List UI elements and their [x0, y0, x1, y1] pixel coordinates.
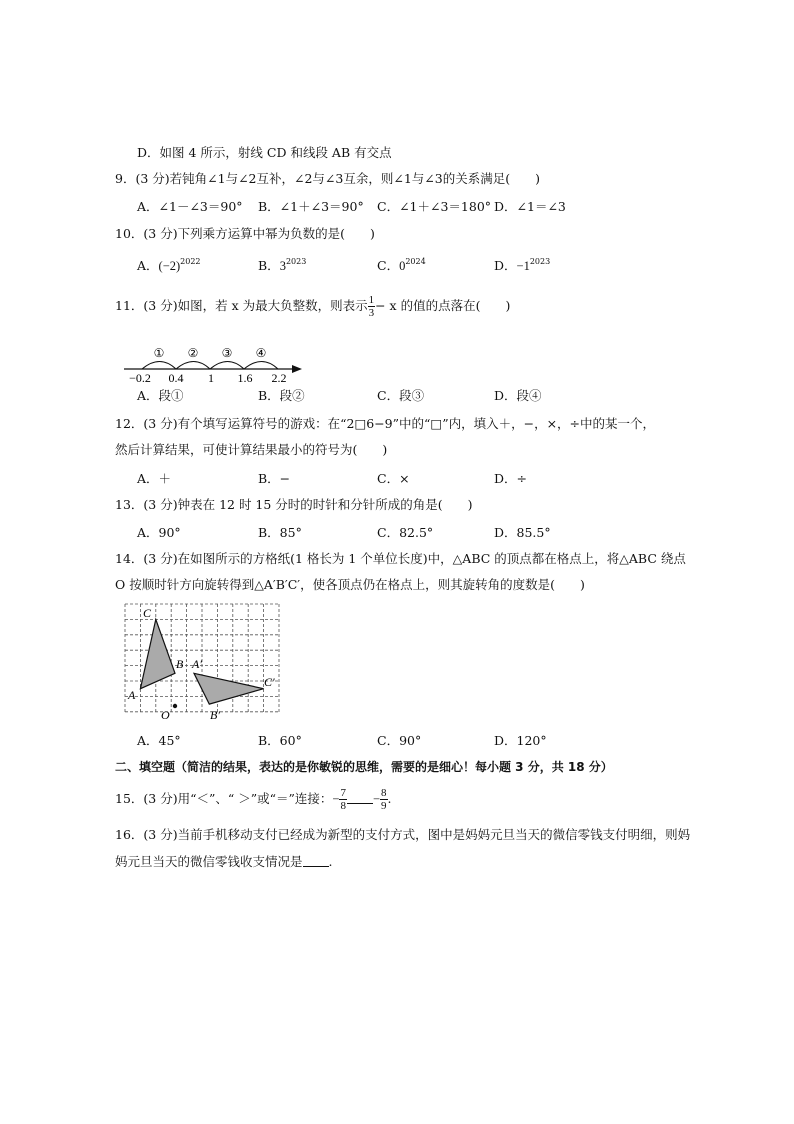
power-exponent: 2024 [405, 257, 426, 266]
q13-option-c: C．82.5° [377, 525, 434, 540]
power-base: 0 [399, 259, 406, 273]
fraction-numerator: 8 [381, 787, 387, 799]
point-label-o: O [161, 708, 170, 722]
segment-label-1: ① [153, 346, 165, 360]
power-base: (−2) [158, 259, 181, 273]
tick-label: 1.6 [237, 371, 253, 385]
rotation-grid-figure [122, 602, 282, 724]
answer-blank[interactable] [303, 866, 329, 867]
question-number: 10． [115, 226, 144, 241]
q11-option-a: A．段① [137, 388, 184, 403]
triangle-a1b1c1 [194, 673, 264, 704]
question-text-b: − x 的值的点落在( ) [375, 298, 511, 313]
question-number: 9． [115, 171, 136, 186]
answer-blank[interactable] [347, 803, 373, 804]
q10-option-c [377, 258, 426, 274]
question-text: 妈元旦当天的微信零钱收支情况是 [115, 854, 303, 869]
tick-label: 1 [208, 371, 214, 385]
question-score: (3 分) [143, 551, 178, 566]
question-number: 11． [115, 298, 144, 313]
q14-option-c: C．90° [377, 733, 422, 748]
q10-option-b [258, 258, 306, 274]
tick-label: 0.4 [168, 371, 184, 385]
question-score: (3 分) [143, 298, 178, 313]
q13-stem [115, 497, 473, 513]
triangle-abc [140, 619, 175, 688]
q14-option-d: D．120° [494, 733, 547, 748]
q11-stem [115, 292, 510, 320]
fraction-numerator: 7 [340, 787, 346, 799]
question-score: (3 分) [143, 416, 178, 431]
rotation-center-point [173, 704, 177, 708]
q12-stem-line2: 然后计算结果，可使计算结果最小的符号为( ) [115, 442, 388, 457]
q12-option-c: C．× [377, 471, 410, 486]
q12-option-d: D．÷ [494, 471, 527, 486]
vertex-label-a: A [128, 688, 136, 702]
number-line-figure [118, 340, 308, 386]
q16-stem-line2 [115, 854, 333, 870]
minus-sign: − [372, 792, 381, 806]
power-base: 3 [279, 259, 286, 273]
question-number: 12． [115, 416, 144, 431]
q10-option-d [494, 258, 550, 274]
question-text-a: 如图，若 x 为最大负整数，则表示 [177, 298, 368, 313]
question-score: (3 分) [143, 226, 178, 241]
fraction-seven-eighths [339, 787, 347, 812]
vertex-label-c: C [143, 606, 152, 620]
fraction-denominator: 3 [368, 307, 375, 319]
q16-stem-line1 [115, 827, 690, 843]
q12-option-a: A．＋ [137, 471, 172, 486]
q14-option-a: A．45° [137, 733, 181, 748]
vertex-label-b: B [176, 657, 184, 671]
q9-option-b: B．∠1＋∠3＝90° [258, 199, 364, 214]
segment-arc-4 [244, 362, 278, 370]
segment-arc-1 [142, 362, 176, 370]
question-score: (3 分) [143, 791, 178, 806]
vertex-label-a-prime: A′ [192, 657, 202, 671]
question-text: 用“＜”、“ ＞”或“＝”连接： [177, 791, 333, 806]
question-number: 16． [115, 827, 144, 842]
fraction-eight-ninths [380, 787, 388, 812]
q14-option-b: B．60° [258, 733, 302, 748]
q11-option-c: C．段③ [377, 388, 425, 403]
arrow-head-icon [292, 365, 302, 373]
q9-stem [115, 171, 540, 187]
question-number: 14． [115, 551, 144, 566]
tick-label: 2.2 [271, 371, 287, 385]
vertex-label-b-prime: B′ [210, 708, 220, 722]
question-text: 在如图所示的方格纸(1 格长为 1 个单位长度)中，△ABC 的顶点都在格点上，将△ABC 绕点 [177, 551, 686, 566]
question-score: (3 分) [135, 171, 170, 186]
question-text: 下列乘方运算中幂为负数的是( ) [177, 226, 375, 241]
option-label: B． [258, 258, 280, 273]
option-label: C． [377, 258, 400, 273]
question-text: 有个填写运算符号的游戏：在“2□6−9”中的“□”内，填入＋，−，×，÷中的某一个， [177, 416, 656, 431]
q14-stem-line1 [115, 551, 686, 567]
sentence-end: . [328, 854, 333, 869]
question-number: 13． [115, 497, 144, 512]
section-title-fill-in: 二、填空题（简洁的结果，表达的是你敏锐的思维，需要的是细心！每小题 3 分，共 18 分） [115, 760, 613, 774]
question-number: 15． [115, 791, 144, 806]
power-exponent: 2023 [285, 257, 307, 266]
q10-stem [115, 226, 375, 242]
q15-stem [115, 784, 392, 814]
fraction-one-third [368, 294, 376, 319]
q8-option-d: D．如图 4 所示，射线 CD 和线段 AB 有交点 [137, 145, 392, 160]
q11-option-d: D．段④ [494, 388, 542, 403]
segment-label-2: ② [187, 346, 199, 360]
segment-label-3: ③ [221, 346, 233, 360]
q10-option-a [137, 258, 201, 274]
question-score: (3 分) [143, 497, 178, 512]
q12-stem-line1 [115, 416, 655, 432]
option-label: A． [137, 258, 159, 273]
fraction-denominator: 9 [381, 800, 387, 812]
segment-arc-2 [176, 362, 210, 370]
fraction-denominator: 8 [340, 800, 346, 812]
q13-option-b: B．85° [258, 525, 302, 540]
sentence-end: . [387, 791, 392, 806]
question-score: (3 分) [143, 827, 178, 842]
segment-arc-3 [210, 362, 244, 370]
power-exponent: 2023 [529, 257, 551, 266]
q9-option-c: C．∠1＋∠3＝180° [377, 199, 492, 214]
tick-label: −0.2 [129, 371, 151, 385]
vertex-label-c-prime: C′ [264, 675, 275, 689]
power-base: −1 [516, 259, 530, 273]
q9-option-a: A．∠1－∠3＝90° [137, 199, 243, 214]
q13-option-d: D．85.5° [494, 525, 551, 540]
q12-option-b: B．− [258, 471, 291, 486]
q11-option-b: B．段② [258, 388, 305, 403]
question-text: 钟表在 12 时 15 分时的时针和分针所成的角是( ) [177, 497, 473, 512]
q14-stem-line2: O 按顺时针方向旋转得到△A′B′C′，使各顶点仍在格点上，则其旋转角的度数是( ) [115, 577, 585, 592]
question-text: 当前手机移动支付已经成为新型的支付方式，图中是妈妈元旦当天的微信零钱支付明细，则妈 [177, 827, 691, 842]
q9-option-d: D．∠1＝∠3 [494, 199, 566, 214]
power-exponent: 2022 [180, 257, 201, 266]
fraction-numerator: 1 [368, 294, 375, 306]
segment-label-4: ④ [255, 346, 267, 360]
question-text: 若钝角∠1与∠2互补，∠2与∠3互余，则∠1与∠3的关系满足( ) [169, 171, 540, 186]
option-label: D． [494, 258, 517, 273]
minus-sign: − [332, 792, 340, 806]
q13-option-a: A．90° [137, 525, 181, 540]
